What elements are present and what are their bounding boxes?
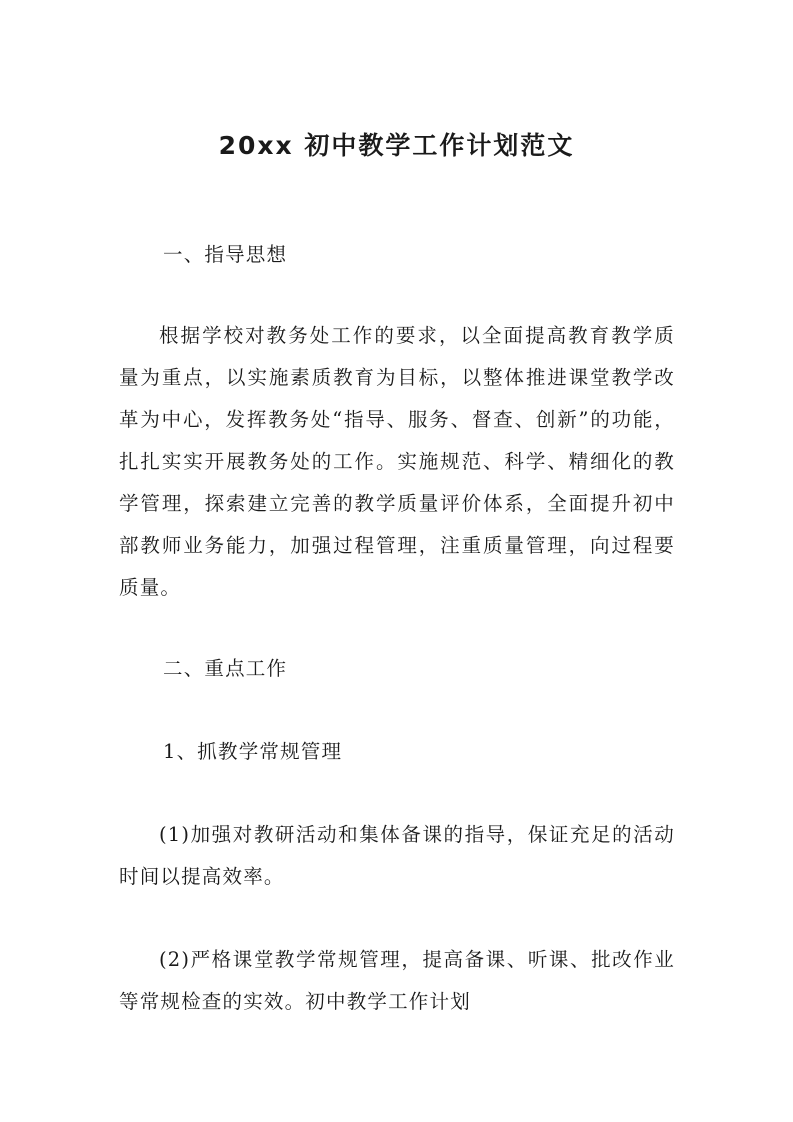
paragraph-guiding-ideology: 根据学校对教务处工作的要求，以全面提高教育教学质量为重点，以实施素质教育为目标，以整体推进课堂教学改革为中心，发挥教务处“指导、服务、督查、创新”的功能，扎扎实实开展教务处的工作。实施规范、科学、精细化的教学管理，探索建立完善的教学质量评价体系，全面提升初中部教师业务能力，加强过程管理，注重质量管理，向过程要质量。 <box>119 324 675 599</box>
document-title: 20xx 初中教学工作计划范文 <box>218 131 575 160</box>
section-heading-key-work: 二、重点工作 <box>163 657 288 680</box>
section-heading-guiding-ideology: 一、指导思想 <box>163 243 288 266</box>
list-item-paragraph-1: (1)加强对教研活动和集体备课的指导，保证充足的活动时间以提高效率。 <box>119 823 675 888</box>
subsection-heading-teaching-routine: 1、抓教学常规管理 <box>163 740 343 763</box>
list-item-paragraph-2: (2)严格课堂教学常规管理，提高备课、听课、批改作业等常规检查的实效。初中教学工作计划 <box>119 948 675 1013</box>
